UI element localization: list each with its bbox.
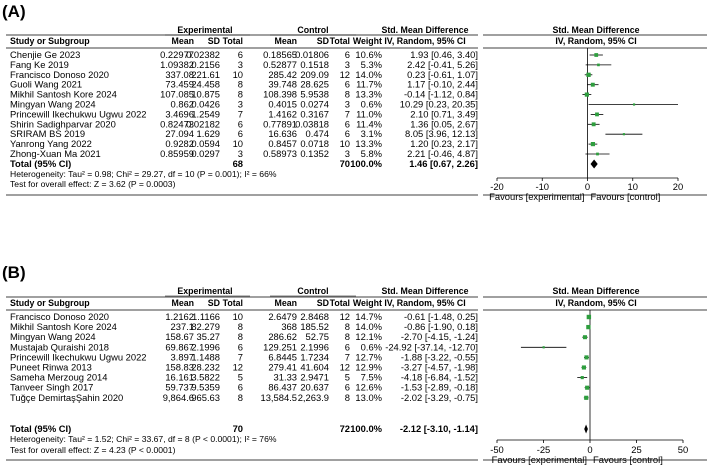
exp-sd: 965.63: [191, 391, 220, 403]
total-label: Total (95% CI): [10, 158, 72, 169]
weight: 5.3%: [360, 58, 382, 70]
exp-sd: 10.875: [191, 88, 220, 100]
exp-sd: 0.2156: [191, 58, 220, 70]
study-name: Francisco Donoso 2020: [10, 68, 110, 80]
x-axis-tick-label: -50: [490, 444, 504, 455]
exp-sd: 82.279: [191, 321, 220, 333]
exp-sd: 1.1488: [191, 351, 220, 363]
study-name: Guoli Wang 2021: [10, 78, 83, 90]
ctl-mean: 108.398: [263, 88, 297, 100]
total-label: Total (95% CI): [10, 423, 72, 434]
exp-total: 3: [237, 58, 243, 70]
ctl-mean: 2.6479: [268, 311, 297, 322]
exp-mean: 9,864.6: [162, 391, 194, 403]
study-row: [10, 372, 587, 383]
weight-header: Weight: [352, 298, 382, 308]
ctl-sd-header: SD: [316, 298, 329, 308]
smd-ci: -24.92 [-37.14, -12.70]: [385, 341, 478, 353]
x-axis-tick-label: 10: [627, 181, 638, 192]
x-axis-tick-label: -20: [490, 181, 504, 192]
ctl-total: 3: [344, 98, 350, 110]
total-ci: -2.12 [-3.10, -1.14]: [399, 423, 478, 434]
study-name: Mingyan Wang 2024: [10, 98, 96, 110]
ctl-sd: 0.0274: [300, 98, 329, 110]
x-axis-tick-label: 20: [672, 181, 684, 192]
exp-mean: 3.897: [170, 351, 194, 363]
ctl-mean-header: Mean: [274, 36, 297, 46]
total-ctl-n: 70: [339, 158, 350, 169]
smd-plot-header: Std. Mean Difference: [552, 286, 640, 296]
ctl-sd: 209.09: [300, 68, 329, 80]
point-estimate-marker: [584, 396, 588, 400]
ctl-total: 12: [339, 361, 350, 373]
ctl-total: 8: [344, 321, 350, 333]
weight: 14.7%: [355, 311, 382, 322]
exp-total: 10: [232, 138, 243, 150]
total-exp-n: 68: [232, 158, 243, 169]
smd-ci: 8.05 [3.96, 12.13]: [405, 128, 478, 140]
study-name: Mikhil Santosh Kore 2024: [10, 321, 117, 333]
smd-ci: 1.93 [0.46, 3.40]: [410, 49, 478, 60]
ctl-total-header: Total: [329, 298, 350, 308]
exp-sd-header: SD: [207, 298, 220, 308]
exp-mean: 337.08: [165, 68, 194, 80]
weight: 13.3%: [355, 138, 382, 150]
x-axis-tick-label: 0: [584, 181, 591, 192]
smd-table-header: Std. Mean Difference: [381, 25, 469, 35]
exp-total: 8: [237, 331, 243, 343]
control-header: Control: [297, 25, 329, 35]
ctl-mean: 279.41: [268, 361, 297, 373]
exp-total: 6: [237, 381, 243, 393]
study-name: SRIRAM BS 2019: [10, 128, 86, 140]
exp-total: 3: [237, 98, 243, 110]
study-name: Tuğçe DemirtaşŞahin 2020: [10, 391, 124, 403]
weight: 10.6%: [355, 49, 382, 60]
exp-total: 5: [237, 371, 243, 383]
exp-mean: 3.4696: [165, 108, 194, 120]
smd-ci: 0.23 [-0.61, 1.07]: [407, 68, 478, 80]
weight: 3.1%: [360, 128, 382, 140]
point-estimate-marker: [587, 315, 591, 319]
ctl-total: 7: [344, 108, 350, 120]
smd-ci: -0.86 [-1.90, 0.18]: [403, 321, 478, 333]
smd-ci: 2.10 [0.71, 3.49]: [410, 108, 478, 120]
ctl-total: 6: [344, 381, 350, 393]
weight: 11.7%: [356, 78, 382, 90]
x-axis-tick-label: 50: [677, 444, 689, 455]
point-estimate-marker: [594, 53, 598, 57]
overall-effect-test: Test for overall effect: Z = 4.23 (P < 0.0001): [10, 445, 176, 455]
weight-header: Weight: [352, 36, 382, 46]
exp-total: 12: [232, 361, 243, 373]
study-row: [10, 148, 610, 159]
pooled-diamond: [591, 160, 598, 169]
ctl-mean: 13,584.5: [260, 391, 297, 403]
point-estimate-marker: [591, 83, 595, 87]
weight: 14.0%: [355, 321, 382, 333]
heterogeneity-stats: Heterogeneity: Tau² = 0.98; Chi² = 29.27, df = 10 (P = 0.001); I² = 66%: [10, 169, 277, 179]
smd-ci: 2.42 [-0.41, 5.26]: [407, 58, 478, 70]
exp-sd: 35.27: [196, 331, 220, 343]
ctl-sd-header: SD: [316, 36, 329, 46]
ci-header: IV, Random, 95% CI: [384, 298, 466, 308]
total-weight: 100.0%: [350, 423, 382, 434]
exp-total: 6: [237, 128, 243, 140]
exp-mean: 27.094: [165, 128, 194, 140]
exp-sd-header: SD: [207, 36, 220, 46]
ctl-total: 6: [344, 341, 350, 353]
smd-table-header: Std. Mean Difference: [381, 286, 469, 296]
ctl-sd: 0.0718: [300, 138, 329, 150]
weight: 12.1%: [355, 331, 382, 343]
smd-ci: 2.21 [-0.46, 4.87]: [407, 148, 478, 159]
ctl-total: 10: [339, 138, 350, 150]
total-exp-n: 70: [232, 423, 243, 434]
exp-mean: 1.09382: [160, 58, 194, 70]
study-name: Sameha Merzoug 2014: [10, 371, 108, 383]
point-estimate-marker: [592, 122, 596, 126]
x-axis-tick-label: -10: [535, 181, 550, 192]
exp-total-header: Total: [222, 298, 243, 308]
ctl-total: 5: [344, 371, 350, 383]
exp-mean: 0.82473: [160, 118, 194, 130]
control-header: Control: [297, 286, 329, 296]
favours-control-label: Favours [control]: [593, 454, 663, 465]
ctl-mean: 0.58973: [263, 148, 297, 159]
ctl-mean: 0.52877: [263, 58, 297, 70]
weight: 12.7%: [355, 351, 382, 363]
ctl-sd: 0.3167: [300, 108, 329, 120]
ctl-sd: 2.9471: [300, 371, 329, 383]
favours-experimental-label: Favours [experimental]: [491, 454, 587, 465]
ctl-mean: 368: [281, 321, 297, 333]
total-ci: 1.46 [0.67, 2.26]: [409, 158, 478, 169]
smd-ci: -0.14 [-1.12, 0.84]: [403, 88, 478, 100]
exp-mean-header: Mean: [171, 36, 194, 46]
ctl-total: 3: [344, 148, 350, 159]
exp-sd: 3.5822: [191, 371, 220, 383]
exp-sd: 1.629: [196, 128, 220, 140]
point-estimate-marker: [586, 325, 590, 329]
weight: 12.6%: [355, 381, 382, 393]
ctl-total: 8: [344, 88, 350, 100]
heterogeneity-stats: Heterogeneity: Tau² = 1.52; Chi² = 33.67, df = 8 (P < 0.0001); I² = 76%: [10, 434, 277, 444]
exp-sd: 0.0426: [191, 98, 220, 110]
study-name: Shirin Sadighparvar 2020: [10, 118, 116, 130]
ctl-mean: 0.4015: [268, 98, 297, 110]
ctl-sd: 52.75: [305, 331, 329, 343]
ctl-mean: 31.33: [273, 371, 297, 383]
point-estimate-marker: [543, 346, 545, 348]
smd-ci: -1.88 [-3.22, -0.55]: [400, 351, 478, 363]
plot-ci-header: IV, Random, 95% CI: [555, 36, 637, 46]
smd-ci: 1.20 [0.23, 2.17]: [410, 138, 478, 150]
exp-total: 7: [237, 108, 243, 120]
point-estimate-marker: [633, 103, 635, 105]
exp-mean-header: Mean: [171, 298, 194, 308]
ctl-mean: 86.437: [268, 381, 297, 393]
study-name: Fang Ke 2019: [10, 58, 69, 70]
exp-total: 10: [232, 68, 243, 80]
ctl-sd: 28.625: [300, 78, 329, 90]
study-name: Princewill Ikechukwu Ugwu 2022: [10, 351, 147, 363]
point-estimate-marker: [591, 142, 595, 146]
weight: 11.0%: [356, 108, 382, 120]
point-estimate-marker: [584, 355, 588, 359]
study-name: Puneet Rinwa 2013: [10, 361, 92, 373]
ctl-total: 6: [344, 118, 350, 130]
ci-header: IV, Random, 95% CI: [384, 36, 466, 46]
exp-mean: 1.2162: [165, 311, 194, 322]
weight: 14.0%: [355, 68, 382, 80]
ctl-sd: 0.1352: [300, 148, 329, 159]
point-estimate-marker: [595, 112, 599, 116]
point-estimate-marker: [581, 376, 584, 379]
exp-sd: 0.02182: [186, 118, 220, 130]
study-name: Mikhil Santosh Kore 2024: [10, 88, 117, 100]
ctl-sd: 2.1996: [300, 341, 329, 353]
panel-b: [2, 263, 707, 465]
exp-mean: 0.85959: [160, 148, 194, 159]
ctl-mean: 285.42: [268, 68, 297, 80]
x-axis-tick-label: 25: [631, 444, 642, 455]
point-estimate-marker: [586, 73, 590, 77]
study-name: Mingyan Wang 2024: [10, 331, 96, 343]
smd-ci: 10.29 [0.23, 20.35]: [399, 98, 478, 110]
exp-total-header: Total: [222, 36, 243, 46]
ctl-mean: 16.636: [268, 128, 297, 140]
ctl-sd: 185.52: [300, 321, 329, 333]
experimental-header: Experimental: [177, 25, 233, 35]
ctl-sd: 0.03818: [295, 118, 329, 130]
plot-ci-header: IV, Random, 95% CI: [555, 298, 637, 308]
ctl-mean: 39.748: [268, 78, 297, 90]
study-name: Mustajab Quraishi 2018: [10, 341, 110, 353]
favours-experimental-label: Favours [experimental]: [489, 191, 585, 202]
exp-total: 7: [237, 351, 243, 363]
smd-ci: -3.27 [-4.57, -1.98]: [400, 361, 478, 373]
weight: 7.5%: [360, 371, 382, 383]
x-axis-tick-label: 0: [587, 444, 593, 455]
ctl-sd: 0.01806: [295, 49, 329, 60]
weight: 0.6%: [360, 98, 382, 110]
ctl-mean: 0.8457: [268, 138, 297, 150]
ctl-total: 12: [339, 68, 350, 80]
exp-sd: 1.1166: [192, 311, 220, 322]
point-estimate-marker: [585, 93, 589, 97]
x-axis-tick-label: -25: [536, 444, 551, 455]
smd-ci: -2.70 [-4.15, -1.24]: [400, 331, 478, 343]
ctl-total: 6: [344, 49, 350, 60]
exp-sd: 0.0594: [191, 138, 220, 150]
exp-mean: 158.83: [165, 361, 194, 373]
exp-total: 8: [237, 78, 243, 90]
exp-mean: 0.9282: [165, 138, 194, 150]
smd-ci: -4.18 [-6.84, -1.52]: [400, 371, 478, 383]
exp-sd: 2.1996: [191, 341, 220, 353]
study-col-header: Study or Subgroup: [10, 298, 90, 308]
ctl-sd: 0.474: [305, 128, 329, 140]
study-name: Princewill Ikechukwu Ugwu 2022: [10, 108, 147, 120]
smd-ci: 1.17 [-0.10, 2.44]: [407, 78, 478, 90]
ctl-total: 6: [344, 78, 350, 90]
exp-sd: 0.02382: [186, 49, 220, 60]
weight: 13.3%: [355, 88, 382, 100]
exp-mean: 107.085: [160, 88, 194, 100]
overall-effect-test: Test for overall effect: Z = 3.62 (P = 0.0003): [10, 179, 176, 189]
ctl-sd: 20.637: [300, 381, 329, 393]
point-estimate-marker: [596, 153, 599, 156]
point-estimate-marker: [582, 365, 586, 369]
study-row: [10, 321, 591, 332]
ctl-total: 12: [339, 311, 350, 322]
ctl-mean: 129.251: [263, 341, 297, 353]
exp-total: 8: [237, 391, 243, 403]
exp-mean: 0.22977: [160, 49, 194, 60]
exp-mean: 158.67: [165, 331, 194, 343]
exp-mean: 0.862: [170, 98, 194, 110]
panel-a: [2, 2, 707, 202]
exp-mean: 59.737: [165, 381, 194, 393]
exp-mean: 69.867: [165, 341, 194, 353]
smd-plot-header: Std. Mean Difference: [552, 25, 640, 35]
point-estimate-marker: [597, 64, 600, 67]
study-name: Francisco Donoso 2020: [10, 311, 110, 322]
total-ctl-n: 72: [339, 423, 350, 434]
exp-sd: 28.232: [191, 361, 220, 373]
ctl-mean-header: Mean: [274, 298, 297, 308]
exp-total: 3: [237, 148, 243, 159]
exp-total: 8: [237, 321, 243, 333]
smd-ci: -0.61 [-1.48, 0.25]: [403, 311, 478, 322]
weight: 13.0%: [355, 391, 382, 403]
ctl-mean: 286.62: [268, 331, 297, 343]
exp-sd: 1.2549: [191, 108, 220, 120]
total-weight: 100.0%: [350, 158, 382, 169]
ctl-sd: 41.604: [300, 361, 329, 373]
pooled-diamond: [584, 425, 588, 434]
smd-ci: -2.02 [-3.29, -0.75]: [400, 391, 478, 403]
exp-sd: 24.458: [191, 78, 220, 90]
ctl-total: 3: [344, 58, 350, 70]
exp-total: 6: [237, 118, 243, 130]
weight: 11.4%: [356, 118, 382, 130]
exp-total: 10: [232, 311, 243, 322]
smd-ci: 1.36 [0.05, 2.67]: [410, 118, 478, 130]
study-name: Chenjie Ge 2023: [10, 49, 81, 60]
study-name: Zhong-Xuan Ma 2021: [10, 148, 101, 159]
ctl-total: 8: [344, 391, 350, 403]
study-row: [10, 392, 589, 403]
ctl-sd: 2.8468: [300, 311, 329, 322]
exp-mean: 16.161: [165, 371, 194, 383]
ctl-sd: 0.1518: [300, 58, 329, 70]
study-col-header: Study or Subgroup: [10, 36, 90, 46]
exp-total: 6: [237, 341, 243, 353]
smd-ci: -1.53 [-2.89, -0.18]: [400, 381, 478, 393]
ctl-mean: 6.8445: [268, 351, 297, 363]
study-name: Tanveer Singh 2017: [10, 381, 94, 393]
exp-sd: 221.61: [191, 68, 220, 80]
exp-total: 6: [237, 49, 243, 60]
favours-control-label: Favours [control]: [590, 191, 661, 202]
point-estimate-marker: [583, 335, 587, 339]
exp-mean: 73.459: [165, 78, 194, 90]
weight: 12.9%: [355, 361, 382, 373]
ctl-mean: 0.77891: [263, 118, 297, 130]
weight: 0.6%: [360, 341, 382, 353]
ctl-total-header: Total: [329, 36, 350, 46]
ctl-total: 6: [344, 128, 350, 140]
panel-label: (B): [2, 263, 26, 282]
point-estimate-marker: [623, 133, 625, 135]
ctl-sd: 2,263.9: [297, 391, 329, 403]
ctl-sd: 1.7234: [300, 351, 329, 363]
exp-sd: 0.0297: [191, 148, 220, 159]
study-name: Yanrong Yang 2022: [10, 138, 92, 150]
exp-mean: 237.1: [170, 321, 194, 333]
ctl-mean: 1.4162: [268, 108, 297, 120]
exp-total: 8: [237, 88, 243, 100]
weight: 5.8%: [360, 148, 382, 159]
panel-label: (A): [2, 2, 26, 21]
ctl-total: 7: [344, 351, 350, 363]
point-estimate-marker: [585, 386, 589, 390]
ctl-sd: 5.9538: [300, 88, 329, 100]
ctl-total: 8: [344, 331, 350, 343]
exp-sd: 9.5359: [191, 381, 220, 393]
experimental-header: Experimental: [177, 286, 233, 296]
ctl-mean: 0.18565: [263, 49, 297, 60]
